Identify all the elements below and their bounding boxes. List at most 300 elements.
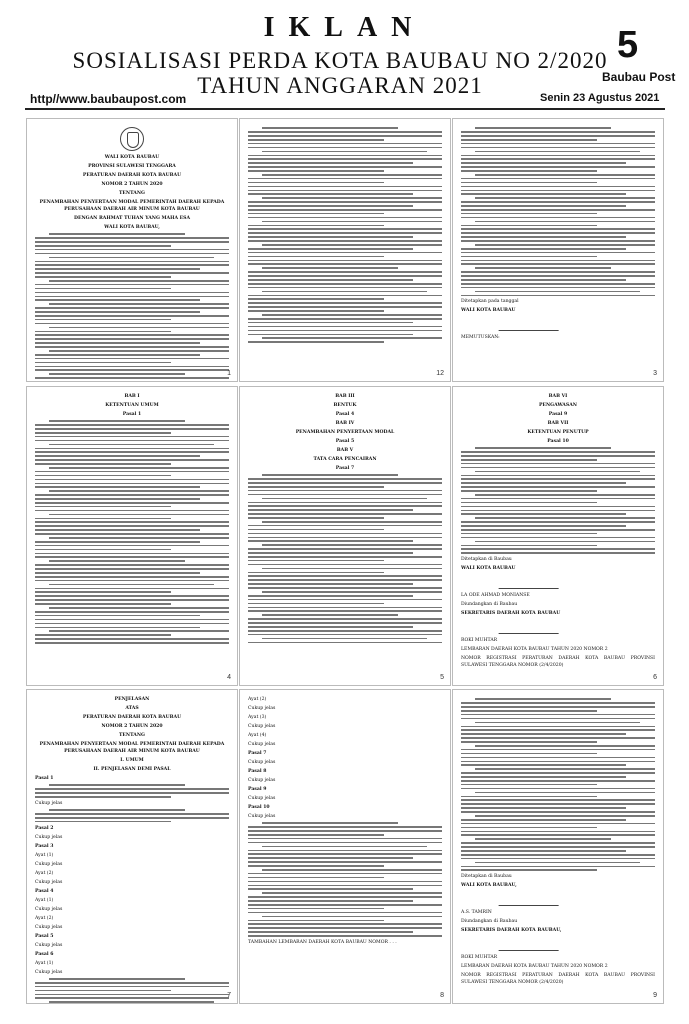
text-line — [475, 447, 611, 449]
text-line — [461, 537, 655, 539]
text-line — [35, 580, 229, 582]
text-line — [461, 521, 655, 523]
text-line — [262, 591, 442, 593]
doc-text: Cukup jelas — [248, 796, 276, 801]
text-line — [35, 591, 171, 593]
text-line — [248, 927, 442, 929]
text-line — [262, 892, 442, 894]
doc-text: WALI KOTA BAUBAU, — [104, 225, 160, 230]
text-line — [248, 517, 384, 519]
text-line — [475, 151, 640, 153]
doc-text: SEKRETARIS DAERAH KOTA BAUBAU — [461, 611, 561, 617]
text-line — [461, 854, 655, 856]
text-line — [35, 494, 229, 496]
doc-text: Pasal 8 — [248, 769, 267, 774]
doc-text: Ayat (2) — [248, 697, 267, 702]
text-line — [35, 619, 229, 621]
text-line — [475, 471, 640, 473]
text-line — [461, 706, 655, 708]
doc-text: Pasal 10 — [547, 439, 569, 444]
text-line — [262, 544, 442, 546]
text-line — [35, 451, 229, 453]
text-line — [49, 584, 214, 586]
text-line — [49, 467, 229, 469]
text-line — [461, 784, 597, 786]
text-line — [248, 217, 442, 219]
text-line — [248, 857, 413, 859]
doc-text: PROVINSI SULAWESI TENGGARA — [88, 164, 176, 169]
text-line — [248, 275, 442, 277]
text-line — [49, 537, 229, 539]
doc-text: WALI KOTA BAUBAU, — [461, 883, 517, 889]
website-url: http//www.baubaupost.com — [30, 92, 187, 106]
text-line — [35, 982, 229, 984]
doc-text: LA ODE AHMAD MONIANSE — [461, 593, 530, 599]
text-line — [262, 869, 442, 871]
text-line — [49, 607, 229, 609]
text-line — [248, 252, 442, 254]
doc-text: I. UMUM — [120, 758, 144, 763]
text-line — [461, 741, 597, 743]
text-line — [35, 471, 229, 473]
text-line — [35, 369, 229, 371]
text-line — [35, 990, 171, 992]
text-line — [248, 166, 442, 168]
doc-text: PENJELASAN — [114, 697, 150, 702]
text-line — [35, 440, 229, 442]
text-line — [475, 815, 655, 817]
text-line — [49, 303, 229, 305]
doc-text: BAB VI — [548, 394, 568, 399]
text-line — [35, 525, 229, 527]
text-line — [248, 232, 442, 234]
document-page-4 — [26, 386, 238, 686]
garuda-emblem-icon — [120, 127, 144, 151]
doc-text: NOMOR REGISTRASI PERATURAN DAERAH KOTA BAUBAU PROVINSI SULAWESI TENGGARA NOMOR (2/4/2020) — [461, 656, 655, 669]
text-line — [248, 158, 442, 160]
signature-mark — [498, 575, 563, 589]
text-line — [35, 568, 229, 570]
text-line — [35, 276, 171, 278]
text-line — [35, 506, 171, 508]
doc-text: NOMOR REGISTRASI PERATURAN DAERAH KOTA BAUBAU PROVINSI SULAWESI TENGGARA NOMOR (2/4/2020) — [461, 973, 655, 986]
text-line — [461, 842, 655, 844]
text-line — [35, 299, 200, 301]
text-line — [262, 614, 398, 616]
text-line — [248, 302, 442, 304]
doc-text: NOMOR 2 TAHUN 2020 — [101, 724, 163, 729]
text-line — [35, 642, 229, 644]
text-line — [35, 323, 229, 325]
text-line — [461, 232, 655, 234]
text-line — [35, 821, 171, 823]
text-line — [461, 776, 626, 778]
page-footer-number: 12 — [436, 370, 444, 377]
page-footer-number: 1 — [227, 370, 231, 377]
text-line — [248, 201, 442, 203]
text-line — [262, 221, 442, 223]
text-line — [35, 261, 229, 263]
doc-text: Cukup jelas — [35, 834, 63, 840]
text-line — [461, 823, 655, 825]
doc-text: NOMOR 2 TAHUN 2020 — [101, 182, 163, 187]
text-line — [461, 143, 655, 145]
text-line — [248, 642, 442, 644]
text-line — [461, 451, 655, 453]
text-line — [49, 978, 185, 980]
text-line — [49, 350, 229, 352]
text-line — [248, 326, 442, 328]
doc-text: BAB V — [336, 448, 354, 453]
doc-text: BAB III — [335, 394, 355, 399]
page-footer-number: 9 — [653, 992, 657, 999]
text-line — [35, 268, 200, 270]
doc-text: Ayat (1) — [35, 897, 54, 903]
text-line — [461, 510, 655, 512]
text-line — [248, 622, 442, 624]
text-line — [461, 749, 655, 751]
page-footer-number: 5 — [440, 674, 444, 681]
doc-text: Cukup jelas — [35, 942, 63, 948]
text-line — [35, 428, 229, 430]
doc-text: KETENTUAN UMUM — [105, 403, 159, 408]
text-line — [248, 287, 442, 289]
text-line — [248, 826, 442, 828]
doc-text: Ayat (1) — [35, 960, 54, 966]
text-line — [248, 131, 442, 133]
text-line — [262, 521, 442, 523]
document-page-12 — [239, 118, 451, 382]
text-line — [461, 455, 655, 457]
text-line — [461, 162, 626, 164]
text-line — [35, 475, 171, 477]
text-line — [35, 599, 229, 601]
text-line — [461, 263, 655, 265]
page-footer-number: 8 — [440, 992, 444, 999]
doc-text: Cukup jelas — [35, 906, 63, 912]
text-line — [248, 186, 442, 188]
text-line — [248, 842, 442, 844]
text-line — [248, 564, 442, 566]
text-line — [461, 209, 655, 211]
text-line — [248, 603, 384, 605]
text-line — [461, 831, 655, 833]
text-line — [248, 599, 442, 601]
text-line — [49, 490, 229, 492]
text-line — [248, 478, 442, 480]
text-line — [262, 244, 442, 246]
text-line — [248, 482, 442, 484]
text-line — [248, 279, 413, 281]
text-line — [248, 182, 384, 184]
text-line — [49, 1001, 214, 1003]
text-line — [248, 295, 442, 297]
doc-text: PENAMBAHAN PENYERTAAN MODAL PEMERINTAH DAERAH KEPADA PERUSAHAAN DAERAH AIR MINUM KOTA BAUBAU — [39, 742, 225, 754]
doc-text: Ayat (2) — [35, 915, 54, 921]
doc-text: Pasal 7 — [335, 466, 355, 471]
text-line — [49, 560, 185, 562]
document-page-7 — [26, 689, 238, 1004]
text-line — [35, 498, 200, 500]
text-line — [35, 638, 229, 640]
document-page-5 — [239, 386, 451, 686]
text-line — [461, 869, 597, 871]
text-line — [475, 291, 640, 293]
text-line — [461, 761, 655, 763]
signature-mark — [498, 937, 563, 951]
page-footer-number: 7 — [227, 992, 231, 999]
doc-text: Cukup jelas — [248, 724, 276, 729]
text-line — [461, 260, 655, 262]
signature-mark — [498, 620, 563, 634]
text-line — [248, 552, 413, 554]
issue-date: Senin 23 Agustus 2021 — [540, 92, 660, 104]
text-line — [248, 908, 384, 910]
doc-text: ROKI MUHTAR — [461, 955, 498, 961]
text-line — [248, 209, 442, 211]
text-line — [248, 240, 442, 242]
text-line — [262, 916, 442, 918]
text-line — [248, 139, 384, 141]
doc-text: Pasal 4 — [35, 888, 54, 894]
text-line — [461, 757, 655, 759]
text-line — [461, 283, 655, 285]
text-line — [35, 576, 229, 578]
doc-text: Pasal 2 — [35, 825, 54, 831]
text-line — [461, 764, 626, 766]
text-line — [248, 494, 442, 496]
doc-text: Pasal 3 — [35, 843, 54, 849]
text-line — [35, 603, 171, 605]
text-line — [248, 298, 384, 300]
text-line — [461, 772, 655, 774]
text-line — [461, 158, 655, 160]
doc-text: Pasal 5 — [35, 933, 54, 939]
text-line — [248, 575, 442, 577]
text-line — [248, 486, 384, 488]
doc-text: WALI KOTA BAUBAU — [461, 308, 516, 314]
doc-text: PENAMBAHAN PENYERTAAN MODAL — [295, 430, 395, 435]
text-line — [461, 490, 597, 492]
text-line — [248, 579, 442, 581]
text-line — [248, 912, 442, 914]
text-line — [475, 267, 611, 269]
text-line — [248, 228, 442, 230]
text-line — [475, 244, 655, 246]
text-line — [461, 155, 655, 157]
text-line — [35, 241, 229, 243]
text-line — [461, 186, 655, 188]
doc-text: Pasal 5 — [335, 439, 355, 444]
text-line — [475, 494, 655, 496]
doc-text: Cukup jelas — [248, 778, 276, 783]
text-line — [248, 533, 442, 535]
text-line — [35, 288, 171, 290]
text-line — [35, 521, 229, 523]
doc-text: PENAMBAHAN PENYERTAAN MODAL PEMERINTAH DAERAH KEPADA PERUSAHAAN DAERAH AIR MINUM KOTA BAUBAU — [39, 200, 225, 212]
text-line — [475, 722, 640, 724]
text-line — [35, 486, 200, 488]
text-line — [35, 284, 229, 286]
doc-text: KETENTUAN PENUTUP — [527, 430, 589, 435]
doc-text: Cukup jelas — [248, 706, 276, 711]
text-line — [461, 248, 626, 250]
text-line — [262, 267, 398, 269]
doc-text: Diundangkan di Baubau — [461, 919, 518, 925]
text-line — [35, 997, 229, 999]
text-line — [35, 253, 229, 255]
text-line — [248, 330, 442, 332]
text-line — [248, 626, 413, 628]
text-line — [35, 346, 229, 348]
text-line — [475, 221, 655, 223]
text-line — [248, 830, 442, 832]
text-line — [35, 245, 171, 247]
text-line — [35, 432, 171, 434]
doc-text: Pasal 9 — [248, 787, 267, 792]
text-line — [461, 737, 655, 739]
text-line — [475, 838, 611, 840]
text-line — [475, 862, 640, 864]
text-line — [461, 135, 655, 137]
text-line — [248, 920, 384, 922]
text-line — [461, 139, 597, 141]
text-line — [49, 327, 229, 329]
text-line — [461, 548, 655, 550]
doc-text: LEMBARAN DAERAH KOTA BAUBAU TAHUN 2020 NOMOR 2 — [461, 647, 608, 653]
text-line — [262, 174, 442, 176]
text-line — [248, 595, 413, 597]
text-line — [35, 817, 229, 819]
text-line — [461, 807, 626, 809]
text-line — [35, 572, 200, 574]
doc-text: Ayat (3) — [248, 715, 267, 720]
text-line — [49, 280, 229, 282]
doc-text: BAB I — [124, 394, 140, 399]
doc-text: Diundangkan di Baubau — [461, 602, 518, 608]
text-line — [248, 509, 413, 511]
text-line — [248, 283, 442, 285]
text-line — [461, 279, 626, 281]
text-line — [461, 834, 655, 836]
text-line — [35, 615, 200, 617]
text-line — [35, 264, 229, 266]
text-line — [461, 228, 655, 230]
text-line — [461, 702, 655, 704]
text-line — [35, 627, 200, 629]
text-line — [475, 517, 655, 519]
doc-text: Pasal 1 — [122, 412, 142, 417]
text-line — [35, 377, 229, 379]
text-line — [461, 295, 655, 297]
doc-text: PERATURAN DAERAH KOTA BAUBAU — [82, 173, 182, 178]
text-line — [35, 634, 171, 636]
text-line — [461, 166, 655, 168]
text-line — [475, 127, 611, 129]
text-line — [248, 310, 384, 312]
text-line — [248, 900, 413, 902]
text-line — [49, 444, 214, 446]
doc-text: TENTANG — [119, 191, 145, 196]
doc-text: LEMBARAN DAERAH KOTA BAUBAU TAHUN 2020 NOMOR 2 — [461, 964, 608, 970]
document-page-6 — [452, 386, 664, 686]
doc-text: Ayat (4) — [248, 733, 267, 738]
text-line — [35, 272, 229, 274]
text-line — [35, 533, 229, 535]
text-line — [461, 147, 655, 149]
text-line — [35, 338, 229, 340]
text-line — [248, 838, 442, 840]
signature-mark — [498, 892, 563, 906]
text-line — [35, 448, 229, 450]
text-line — [262, 197, 442, 199]
doc-text: Pasal 4 — [335, 412, 355, 417]
text-line — [35, 366, 229, 368]
doc-text: Cukup jelas — [35, 800, 63, 806]
text-line — [248, 885, 442, 887]
text-line — [475, 197, 655, 199]
text-line — [49, 257, 214, 259]
document-page-8 — [239, 689, 451, 1004]
doc-text: Cukup jelas — [35, 969, 63, 975]
text-line — [49, 420, 185, 422]
signature-mark — [498, 317, 563, 331]
text-line — [248, 861, 442, 863]
text-line — [262, 498, 427, 500]
text-line — [35, 502, 229, 504]
text-line — [475, 792, 655, 794]
doc-text: DENGAN RAHMAT TUHAN YANG MAHA ESA — [73, 216, 191, 221]
text-line — [461, 287, 655, 289]
text-line — [248, 537, 442, 539]
doc-text: Pasal 1 — [35, 776, 54, 781]
text-line — [35, 588, 229, 590]
text-line — [248, 853, 442, 855]
text-line — [248, 513, 442, 515]
text-line — [49, 809, 185, 811]
text-line — [262, 568, 442, 570]
text-line — [461, 710, 597, 712]
text-line — [35, 623, 229, 625]
text-line — [461, 788, 655, 790]
text-line — [248, 502, 442, 504]
page-footer-number: 3 — [653, 370, 657, 377]
text-line — [461, 205, 626, 207]
text-line — [35, 479, 229, 481]
doc-text: MEMUTUSKAN: — [461, 335, 500, 341]
text-line — [35, 249, 229, 251]
text-line — [35, 424, 229, 426]
text-line — [248, 155, 442, 157]
text-line — [35, 510, 229, 512]
text-line — [49, 373, 185, 375]
text-line — [35, 342, 200, 344]
text-line — [35, 483, 229, 485]
text-line — [262, 127, 398, 129]
text-line — [248, 205, 413, 207]
doc-text: Cukup jelas — [248, 760, 276, 765]
text-line — [248, 583, 413, 585]
text-line — [35, 796, 171, 798]
text-line — [461, 533, 597, 535]
text-line — [248, 560, 384, 562]
text-line — [248, 904, 442, 906]
text-line — [461, 486, 655, 488]
text-line — [461, 718, 655, 720]
text-line — [461, 796, 597, 798]
text-line — [35, 595, 229, 597]
text-line — [461, 463, 655, 465]
